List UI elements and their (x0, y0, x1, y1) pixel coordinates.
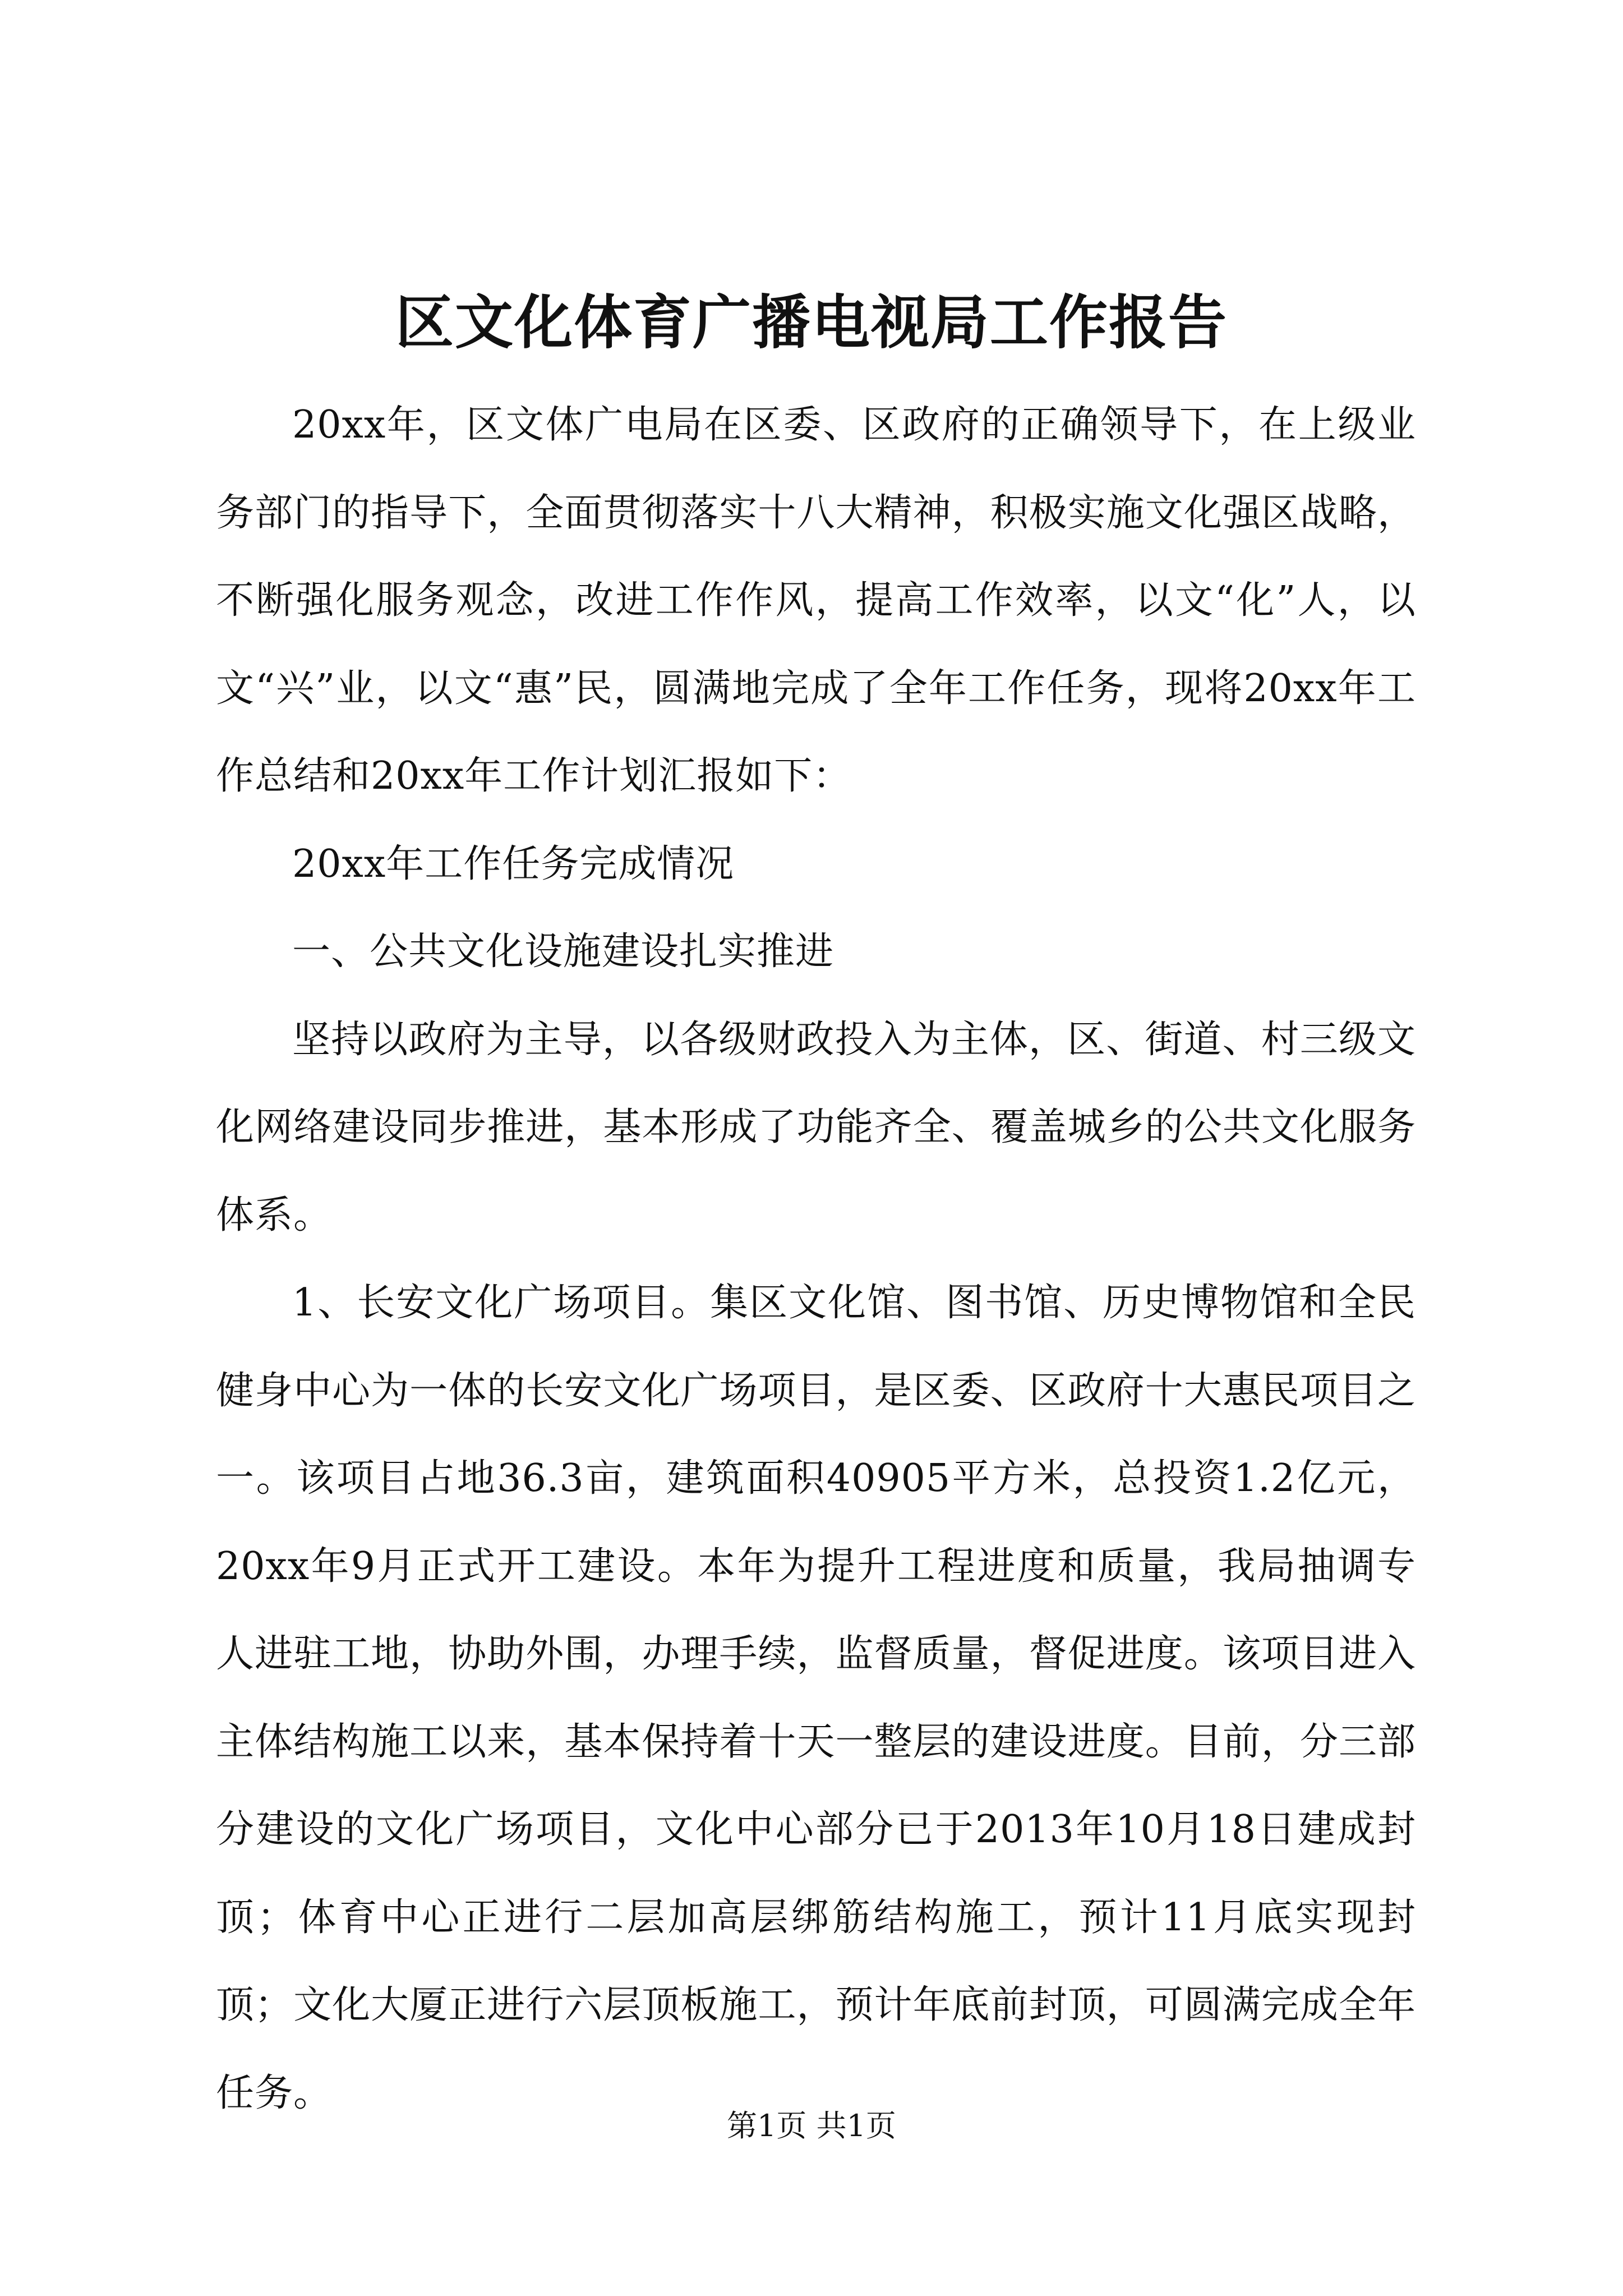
section-heading: 20xx年工作任务完成情况 (292, 841, 735, 886)
page-footer: 第1页 共1页 (727, 2108, 896, 2143)
subsection-heading: 一、公共文化设施建设扎实推进 (292, 930, 834, 974)
intro-paragraph: 20xx年，区文体广电局在区委、区政府的正确领导下，在上级业务部门的指导下，全面贯彻落实十八大精神，积极实施文化强区战略，不断强化服务观念，改进工作作风，提高工作效率，以文“化”人，以文“兴”业，以文“惠”民，圆满地完成了全年工作任务，现将20xx年工作总结和20xx年工作计划汇报如下： (216, 403, 1416, 798)
body-paragraph: 1、长安文化广场项目。集区文化馆、图书馆、历史博物馆和全民健身中心为一体的长安文化广场项目，是区委、区政府十大惠民项目之一。该项目占地36.3亩，建筑面积40905平方米，总投资1.2亿元，20xx年9月正式开工建设。本年为提升工程进度和质量，我局抽调专人进驻工地，协助外围，办理手续，监督质量，督促进度。该项目进入主体结构施工以来，基本保持着十天一整层的建设进度。目前，分三部分建设的文化广场项目，文化中心部分已于2013年10月18日建成封顶；体育中心正进行二层加高层绑筋结构施工，预计11月底实现封顶；文化大厦正进行六层顶板施工，预计年底前封顶，可圆满完成全年任务。 (216, 1281, 1416, 2115)
document-title: 区文化体育广播电视局工作报告 (395, 288, 1228, 357)
body-paragraph: 坚持以政府为主导，以各级财政投入为主体，区、街道、村三级文化网络建设同步推进，基本形成了功能齐全、覆盖城乡的公共文化服务体系。 (216, 1017, 1416, 1237)
document-body (216, 381, 1416, 2137)
